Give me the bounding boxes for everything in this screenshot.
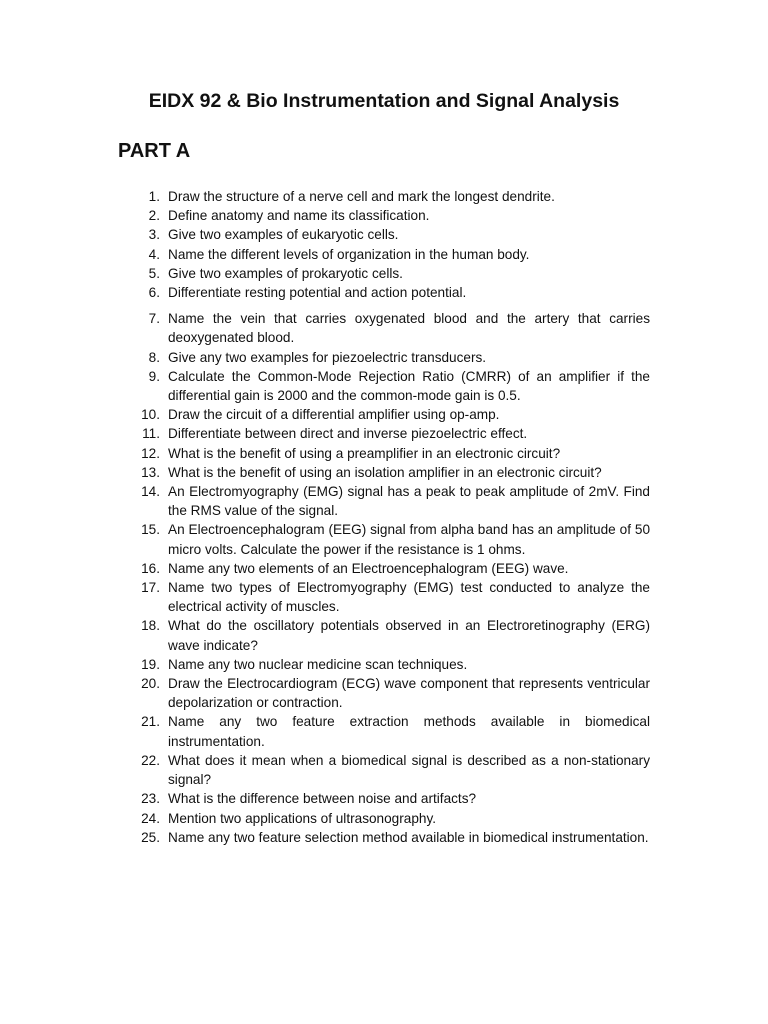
list-item xyxy=(130,424,650,443)
list-item xyxy=(130,559,650,578)
question-text: Draw the circuit of a differential amplifier using op-amp. xyxy=(168,407,500,423)
question-text: What does it mean when a biomedical signal is described as a non-stationary signal? xyxy=(168,752,650,788)
list-item xyxy=(130,463,650,482)
list-item xyxy=(130,828,650,847)
list-item xyxy=(130,187,650,206)
question-text: Give two examples of eukaryotic cells. xyxy=(168,227,399,243)
question-text: What is the difference between noise and artifacts? xyxy=(168,791,477,807)
question-list xyxy=(130,187,650,847)
question-number: 7. xyxy=(148,311,160,327)
list-item xyxy=(130,264,650,283)
question-number: 2. xyxy=(148,208,160,224)
list-item xyxy=(130,405,650,424)
question-number: 16. xyxy=(141,560,160,576)
question-number: 17. xyxy=(141,580,160,596)
question-number: 6. xyxy=(148,285,160,301)
question-text: Name any two feature extraction methods available in biomedical instrumentation. xyxy=(168,714,650,749)
list-item xyxy=(130,482,650,520)
list-item xyxy=(130,206,650,225)
question-number: 15. xyxy=(141,522,160,538)
question-text: Mention two applications of ultrasonography. xyxy=(168,810,437,826)
question-text: Name the vein that carries oxygenated blood and the artery that carries deoxygenated blood. xyxy=(168,311,650,346)
question-text: Calculate the Common-Mode Rejection Ratio (CMRR) of an amplifier if the differential gain is 2000 and the common-mode gain is 0.5. xyxy=(168,368,650,404)
question-number: 4. xyxy=(148,246,160,262)
list-item xyxy=(130,655,650,674)
question-number: 25. xyxy=(141,829,160,845)
list-item xyxy=(130,751,650,789)
question-text: An Electromyography (EMG) signal has a peak to peak amplitude of 2mV. Find the RMS value of the signal. xyxy=(168,484,650,519)
question-number: 5. xyxy=(148,265,160,281)
question-text: An Electroencephalogram (EEG) signal from alpha band has an amplitude of 50 micro volts. Calculate the power if the resistance is 1 ohms. xyxy=(168,522,650,557)
list-item xyxy=(130,348,650,367)
question-text: Differentiate between direct and inverse piezoelectric effect. xyxy=(168,426,528,442)
question-number: 20. xyxy=(141,676,160,692)
question-number: 3. xyxy=(148,227,160,243)
question-number: 22. xyxy=(141,752,160,768)
list-item xyxy=(130,809,650,828)
list-item xyxy=(130,245,650,264)
question-text: Draw the structure of a nerve cell and mark the longest dendrite. xyxy=(168,189,555,204)
list-item xyxy=(130,789,650,808)
question-number: 21. xyxy=(141,714,160,730)
question-text: Name any two elements of an Electroencephalogram (EEG) wave. xyxy=(168,560,569,576)
question-text: Name the different levels of organization in the human body. xyxy=(168,246,530,262)
list-item xyxy=(130,520,650,558)
question-number: 23. xyxy=(141,791,160,807)
question-number: 12. xyxy=(141,445,160,461)
list-spacer xyxy=(130,302,650,309)
part-heading: PART A xyxy=(118,140,191,162)
question-number: 8. xyxy=(148,349,160,365)
question-text: Define anatomy and name its classification. xyxy=(168,208,430,224)
list-item xyxy=(130,225,650,244)
question-number: 19. xyxy=(141,656,160,672)
list-item xyxy=(130,712,650,750)
list-item xyxy=(130,578,650,616)
question-number: 14. xyxy=(141,484,160,500)
question-text: Differentiate resting potential and action potential. xyxy=(168,285,467,301)
list-item xyxy=(130,309,650,347)
question-number: 1. xyxy=(148,189,160,204)
list-item xyxy=(130,444,650,463)
question-text: Name any two nuclear medicine scan techniques. xyxy=(168,656,468,672)
question-text: What do the oscillatory potentials observed in an Electroretinography (ERG) wave indicate? xyxy=(168,618,650,653)
question-text: What is the benefit of using a preamplifier in an electronic circuit? xyxy=(168,445,561,461)
question-text: Draw the Electrocardiogram (ECG) wave component that represents ventricular depolarization or contraction. xyxy=(168,676,650,711)
question-text: Give any two examples for piezoelectric transducers. xyxy=(168,349,487,365)
question-number: 18. xyxy=(141,618,160,634)
list-item xyxy=(130,674,650,712)
question-text: Give two examples of prokaryotic cells. xyxy=(168,265,403,281)
question-number: 9. xyxy=(148,368,160,384)
question-text: Name two types of Electromyography (EMG) test conducted to analyze the electrical activity of muscles. xyxy=(168,580,650,615)
question-text: What is the benefit of using an isolation amplifier in an electronic circuit? xyxy=(168,464,602,480)
question-number: 13. xyxy=(141,464,160,480)
question-number: 10. xyxy=(141,407,160,423)
list-item xyxy=(130,616,650,654)
list-item xyxy=(130,367,650,405)
question-number: 24. xyxy=(141,810,160,826)
list-item xyxy=(130,283,650,302)
question-text: Name any two feature selection method available in biomedical instrumentation. xyxy=(168,829,649,845)
document-title: EIDX 92 & Bio Instrumentation and Signal Analysis xyxy=(148,90,620,112)
question-number: 11. xyxy=(142,426,160,442)
